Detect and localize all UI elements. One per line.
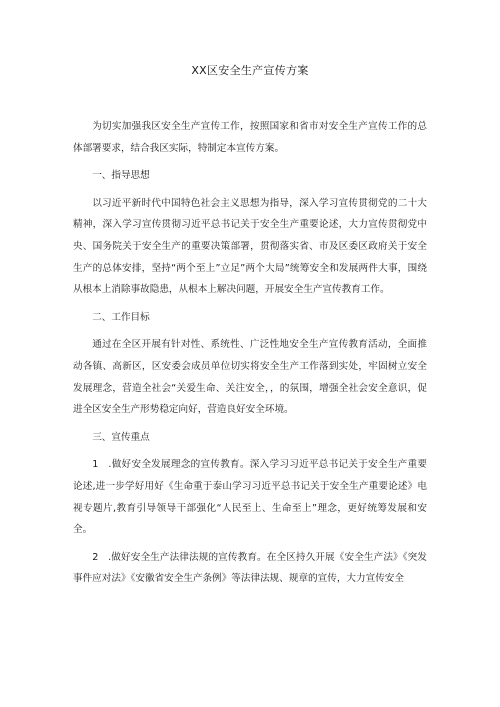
section-heading-guiding-ideology: 一、指导思想 — [92, 170, 150, 182]
intro-paragraph: 为切实加强我区安全生产宣传工作，按照国家和省市对安全生产宣传工作的总体部署要求，结合我区实际，特制定本宣传方案。 — [73, 121, 427, 154]
section-heading-work-goals: 二、工作目标 — [92, 311, 150, 323]
section-body-guiding-ideology: 以习近平新时代中国特色社会主义思想为指导，深入学习宣传贯彻党的二十大精神，深入学习宣传贯彻习近平总书记关于安全生产重要论述，大力宣传贯彻党中央、国务院关于安全生产的重要决策部署，贯彻落实省、市及区委区政府关于安全生产的总体安排，坚持“两个至上”立足”两个大局”统筹安全和发展两件大事，围绕从根本上消除事故隐患，从根本上解决问题，开展安全生产宣传教育工作。 — [73, 197, 427, 296]
document-title: XX区安全生产宣传方案 — [191, 64, 309, 77]
section-heading-publicity-focus: 三、宣传重点 — [92, 431, 150, 443]
list-item-publicity-2: 2 .做好安全生产法律法规的宣传教育。在全区持久开展《安全生产法》《突发事件应对法》《安徽省安全生产条例》等法律法规、规章的宣传，大力宣传安全 — [73, 551, 427, 585]
section-body-work-goals: 通过在全区开展有针对性、系统性、广泛性地安全生产宣传教育活动，全面推动各镇、高新区，区安委会成员单位切实将安全生产工作落到实处，牢固树立安全发展理念，营造全社会“关爱生命、关注安全，，的氛围，增强全社会安全意识，促进全区安全生产形势稳定向好，营造良好安全环境。 — [73, 339, 427, 416]
list-item-publicity-1: 1 .做好安全发展理念的宣传教育。深入学习习近平总书记关于安全生产重要论述,进一步学好用好《生命重于泰山学习习近平总书记关于安全生产重要论述》电视专题片,教育引导领导干部强化“人民至上、生命至上”理念，更好统筹发展和安全。 — [73, 459, 427, 536]
